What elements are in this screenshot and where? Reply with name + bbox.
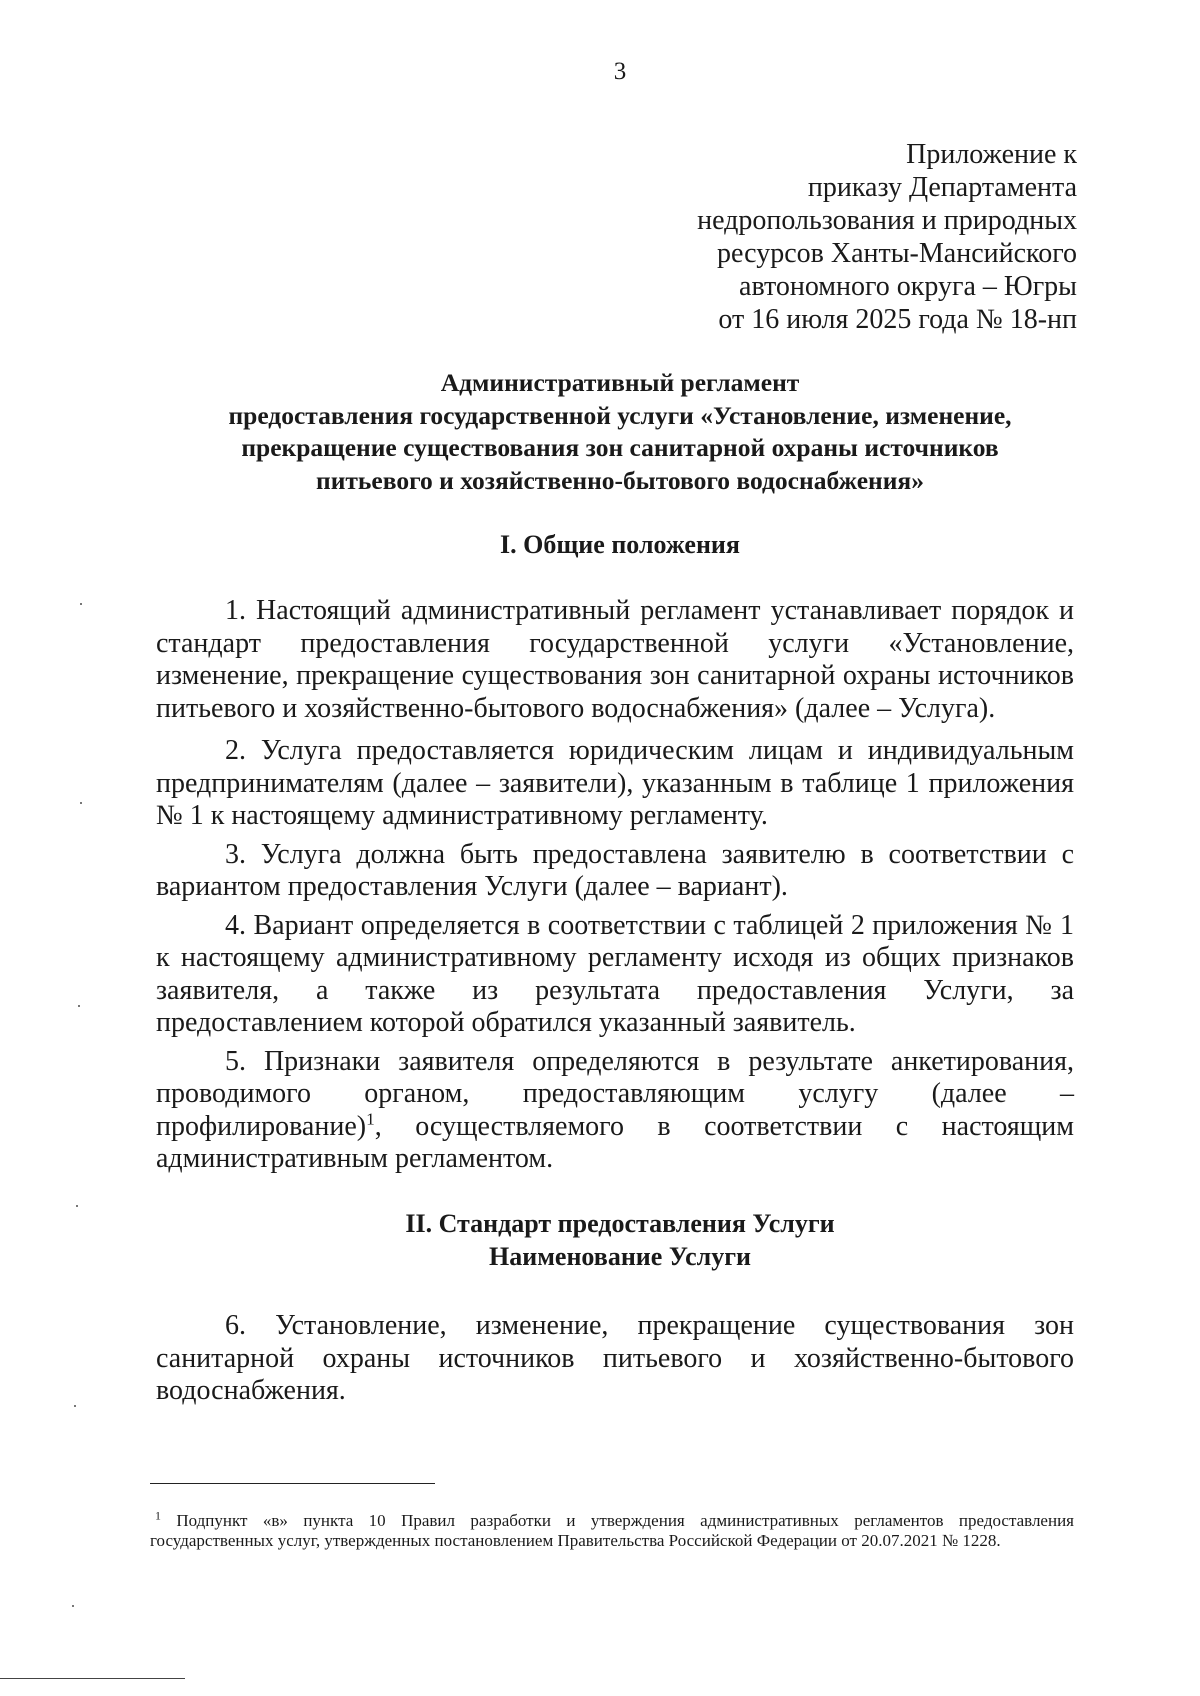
appendix-line: Приложение к [906,139,1077,170]
scan-speck [80,802,82,804]
scan-speck [74,1405,76,1407]
scan-speck [80,603,82,605]
footnote [150,1508,1074,1551]
appendix-line: ресурсов Ханты-Мансийского [717,238,1077,269]
paragraph-2: 2. Услуга предоставляется юридическим лицам и индивидуальным предпринимателям (далее – заявители), указанным в таблице 1 приложения № 1 к настоящему административному регламенту. [156,735,1074,831]
appendix-line: приказу Департамента [807,172,1077,203]
footnote-divider [150,1483,435,1484]
section2-heading: II. Стандарт предоставления Услуги [405,1209,835,1238]
paragraph-5 [156,1046,1074,1176]
appendix-line: недропользования и природных [697,205,1077,236]
title-line: Административный регламент [440,368,800,397]
scan-edge-line [0,1678,185,1679]
scan-speck [72,1605,74,1607]
title-line: прекращение существования зон санитарной охраны источников [241,433,999,462]
title-line: питьевого и хозяйственно-бытового водоснабжения» [316,465,924,495]
scan-speck [78,1005,80,1007]
appendix-line: от 16 июля 2025 года № 18-нп [718,304,1077,335]
footnote-reference: 1 [366,1109,375,1129]
footnote-text: Подпункт «в» пункта 10 Правил разработки и утверждения административных регламентов предоставления государственных услуг, утвержденных постановлением Правительства Российской Федерации от 20.07.2021 № 1228. [150,1511,1074,1550]
document-title [130,367,1110,497]
paragraph-6: 6. Установление, изменение, прекращение существования зон санитарной охраны источников питьевого и хозяйственно-бытового водоснабжения. [156,1310,1074,1406]
title-line: предоставления государственной услуги «Установление, изменение, [228,400,1012,430]
paragraph-5-text: 5. Признаки заявителя определяются в результате анкетирования, проводимого органом, предоставляющим услугу (далее – профилирование) [156,1045,1074,1142]
page-number: 3 [613,58,627,85]
scan-speck [76,1205,78,1207]
paragraph-1: 1. Настоящий административный регламент устанавливает порядок и стандарт предоставления государственной услуги «Установление, изменение, прекращение существования зон санитарной охраны источников питьевого и хозяйственно-бытового водоснабжения» (далее – Услуга). [156,595,1074,724]
paragraph-5-text-end: , осуществляемого в соответствии с настоящим административным регламентом. [156,1110,1074,1174]
footnote-mark: 1 [155,1508,161,1523]
section2-body [156,1310,1074,1418]
section1-body [156,595,1074,1182]
appendix-line: автономного округа – Югры [739,271,1077,302]
section1-heading: I. Общие положения [500,530,740,559]
paragraph-3: 3. Услуга должна быть предоставлена заявителю в соответствии с вариантом предоставления Услуги (далее – вариант). [156,838,1074,902]
section2-subheading: Наименование Услуги [488,1242,752,1271]
appendix-block [517,138,1077,336]
paragraph-4: 4. Вариант определяется в соответствии с таблицей 2 приложения № 1 к настоящему административному регламенту исходя из общих признаков заявителя, а также из результата предоставления Услуги, за предоставлением которой обратился указанный заявитель. [156,909,1074,1038]
